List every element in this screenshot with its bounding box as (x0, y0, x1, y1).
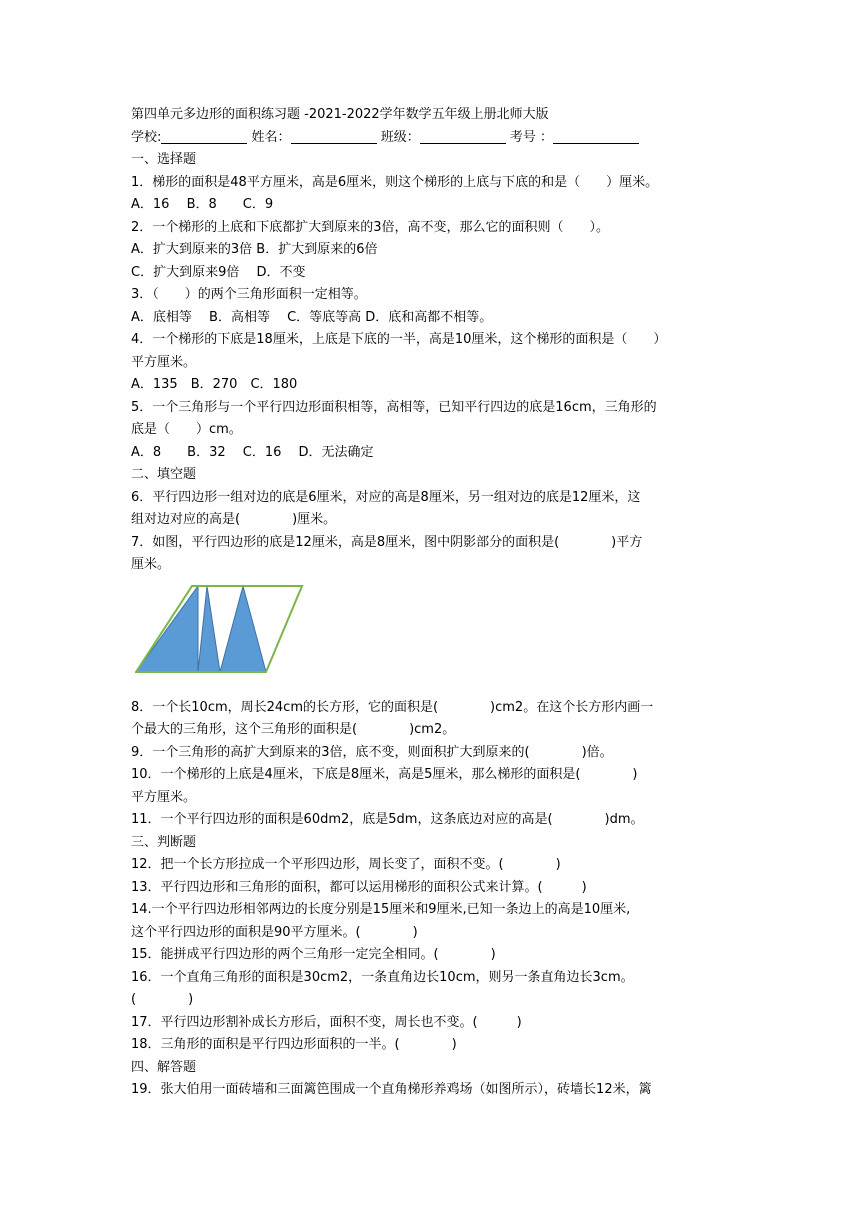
exam-no-blank[interactable] (553, 129, 639, 144)
question-14-text: 这个平行四边形的面积是90平方厘米。( ) (131, 924, 418, 940)
worksheet (131, 104, 731, 1102)
question-6-text: 6．平行四边形一组对边的底是6厘米，对应的高是8厘米，另一组对边的底是12厘米，这 (131, 489, 641, 505)
question-2-stem: 2．一个梯形的上底和下底都扩大到原来的3倍，高不变，那么它的面积则（ ）。 (131, 219, 610, 235)
question-12-text: 12．把一个长方形拉成一个平形四边形，周长变了，面积不变。( ) (131, 857, 561, 872)
section-heading: 二、填空题 (131, 467, 197, 482)
question-5-options: A．8 B．32 C．16 D．无法确定 (131, 444, 374, 460)
question-7-text: 厘米。 (131, 557, 171, 572)
school-label: 学校: (131, 129, 162, 145)
name-label: 姓名： (251, 129, 291, 145)
question-16-text: ( ) (131, 992, 194, 1007)
question-5-stem: 5．一个三角形与一个平行四边形面积相等，高相等，已知平行四边的底是16cm，三角形的 (131, 399, 657, 415)
question-11-text: 11．一个平行四边形的面积是60dm2，底是5dm，这条底边对应的高是( )dm。 (131, 812, 644, 827)
question-15-text: 15．能拼成平行四边形的两个三角形一定完全相同。( ) (131, 947, 496, 962)
school-blank[interactable] (161, 129, 247, 144)
question-14-text: 14.一个平行四边形相邻两边的长度分别是15厘米和9厘米,已知一条边上的高是10厘米, (131, 902, 631, 917)
question-8-text: 8．一个长10cm，周长24cm的长方形，它的面积是( )cm2。在这个长方形内画一 (131, 699, 654, 715)
question-4-stem: 平方厘米。 (131, 354, 197, 370)
question-7-text: 7．如图，平行四边形的底是12厘米，高是8厘米，图中阴影部分的面积是( )平方 (131, 534, 643, 550)
question-2-options: A．扩大到原来的3倍 B．扩大到原来的6倍 (131, 242, 378, 257)
exam-no-label: 考号 ： (509, 129, 553, 145)
question-13-text: 13．平行四边形和三角形的面积，都可以运用梯形的面积公式来计算。( ) (131, 879, 587, 895)
question-6-text: 组对边对应的高是( )厘米。 (131, 512, 337, 527)
name-blank[interactable] (291, 129, 377, 144)
question-9-text: 9．一个三角形的高扩大到原来的3倍，底不变，则面积扩大到原来的( )倍。 (131, 744, 613, 760)
section-heading: 一、选择题 (131, 152, 197, 167)
question-3-options: A．底相等 B．高相等 C．等底等高 D．底和高都不相等。 (131, 309, 493, 325)
question-1-options: A．16 B．8 C．9 (131, 197, 274, 212)
question-2-options: C．扩大到原来9倍 D．不变 (131, 264, 306, 280)
question-10-text: 10．一个梯形的上底是4厘米，下底是8厘米，高是5厘米，那么梯形的面积是( ) (131, 767, 638, 782)
question-16-text: 16．一个直角三角形的面积是30cm2，一条直角边长10cm，则另一条直角边长3cm。 (131, 969, 634, 985)
question-5-stem: 底是（ ）cm。 (131, 422, 242, 437)
question-4-options: A．135 B．270 C．180 (131, 377, 298, 392)
page-title: 第四单元多边形的面积练习题 -2021-2022学年数学五年级上册北师大版 (131, 107, 549, 122)
student-info-line (131, 127, 731, 150)
question-1-stem: 1．梯形的面积是48平方厘米，高是6厘米，则这个梯形的上底与下底的和是（ ）厘米。 (131, 174, 659, 190)
class-label: 班级： (380, 129, 420, 145)
question-3-stem: 3．（ ）的两个三角形面积一定相等。 (131, 287, 367, 302)
question-17-text: 17．平行四边形割补成长方形后，面积不变，周长也不变。( ) (131, 1014, 522, 1030)
section-heading: 四、解答题 (131, 1059, 197, 1075)
section-heading: 三、判断题 (131, 834, 197, 850)
question-18-text: 18．三角形的面积是平行四边形面积的一半。( ) (131, 1037, 457, 1052)
shaded-triangle (220, 586, 266, 672)
question-19-text: 19．张大伯用一面砖墙和三面篱笆围成一个直角梯形养鸡场（如图所示），砖墙长12米，篱 (131, 1082, 652, 1097)
question-7-figure (131, 577, 731, 697)
shaded-triangle (198, 586, 220, 672)
question-8-text: 个最大的三角形，这个三角形的面积是( )cm2。 (131, 722, 456, 737)
class-blank[interactable] (420, 129, 506, 144)
question-4-stem: 4．一个梯形的下底是18厘米，上底是下底的一半，高是10厘米，这个梯形的面积是（ ） (131, 332, 667, 347)
parallelogram-diagram (135, 583, 305, 679)
question-10-text: 平方厘米。 (131, 789, 197, 805)
